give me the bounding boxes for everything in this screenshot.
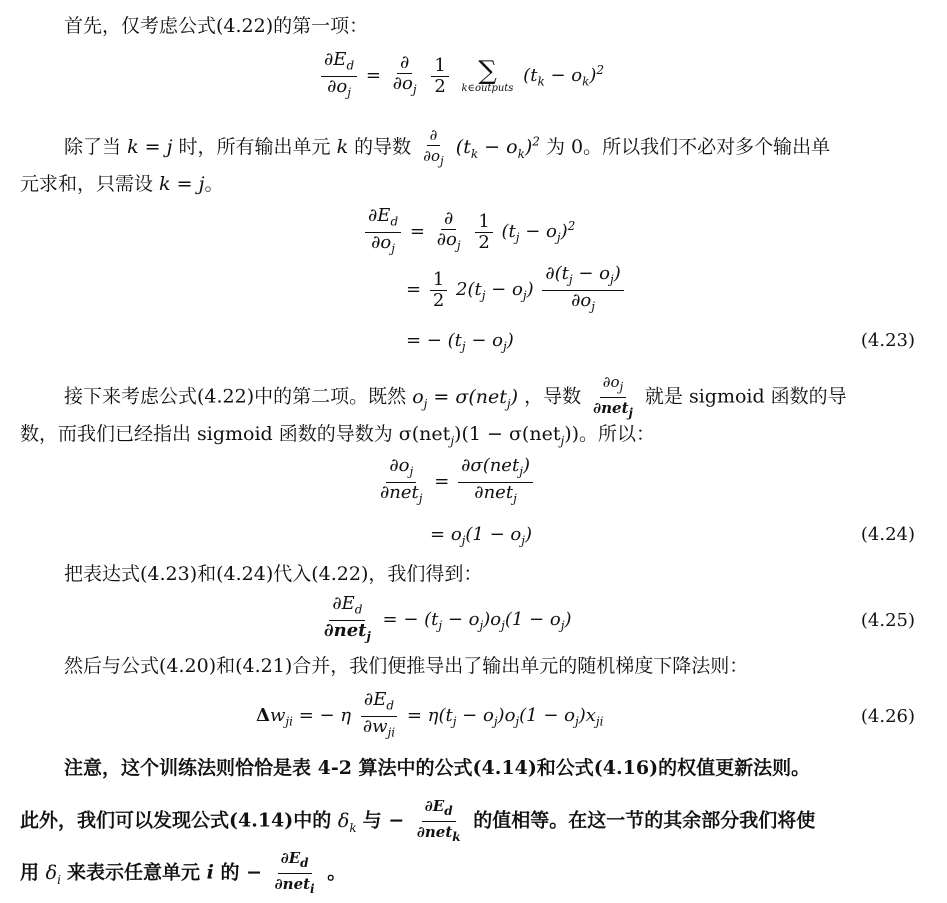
paragraph-set-k-j: 元求和，只需设 k = j。 [20,173,224,195]
paragraph-sigmoid-derivative: 数，而我们已经指出 sigmoid 函数的导数为 σ(net$_j$)(1 − σ(net$_j$))。所以： [20,423,656,448]
equation-4-24-line1: $\frac{\partial o_j}{\partial net_j}$ = $\frac{\partial\sigma(net_j)}{\partial net_j}$ [374,456,536,508]
paragraph-substitute: 把表达式(4.23)和(4.24)代入(4.22)，我们得到： [64,563,483,585]
paragraph-use-delta-i: 用 $\delta_i$ 来表示任意单元 i 的 − $\frac{\partial E_d}{\partial net_i}$ 。 [20,849,347,896]
equation-4-26: $\Delta w_{ji}$ = − η $\frac{\partial E_d}{\partial w_{ji}}$ = $\eta(t_j - o_j)o_j(1 - o_j)x_{ji}$ [256,689,604,740]
equation-first-term: $\frac{\partial E_d}{\partial o_j}$ = $\frac{\partial}{\partial o_j}$ $\frac{1}{2}$ ∑ k∈outputs $(t_k - o_k)^2$ [318,50,604,102]
sum-symbol: ∑ k∈outputs [461,55,514,94]
equation-number-4-25: (4.25) [860,610,915,631]
equation-number-4-26: (4.26) [860,706,915,727]
equation-number-4-24: (4.24) [860,524,915,545]
paragraph-combine: 然后与公式(4.20)和(4.21)合并，我们便推导出了输出单元的随机梯度下降法则： [64,655,749,677]
paragraph-second-term: 接下来考虑公式(4.22)中的第二项。既然 $o_j = \sigma(net_j)$ ，导数 $\frac{\partial o_j}{\partial net_j}$ 就是 sigmoid 函数的导 [64,373,847,420]
equation-4-25: $\frac{\partial E_d}{\partial net_j}$ = − $(t_j - o_j)o_j(1 - o_j)$ [324,593,572,644]
fraction-half: $\frac{1}{2}$ [431,56,448,97]
equation-4-23-line3: = − $(t_j - o_j)$ [406,330,514,354]
paragraph-except-when: 除了当 k = j 时，所有输出单元 k 的导数 $\frac{\partial}{\partial o_j}$ $(t_k - o_k)^2$ 为 0。所以我们不必对多个输出单 [64,125,830,171]
equation-4-23-line1: $\frac{\partial E_d}{\partial o_j}$ = $\frac{\partial}{\partial o_j}$ $\frac{1}{2}$ $(t_j - o_j)^2$ [362,206,575,258]
equation-4-24-line2: = $o_j(1 - o_j)$ [430,524,532,548]
fraction-dEd-doj: $\frac{\partial E_d}{\partial o_j}$ [321,50,357,102]
paragraph-delta-equals: 此外，我们可以发现公式(4.14)中的 $\delta_k$ 与 − $\frac{\partial E_d}{\partial net_k}$ 的值相等。在这一节的其余部分我们将使 [20,797,816,844]
paragraph-note-training-rule: 注意，这个训练法则恰恰是表 4-2 算法中的公式(4.14)和公式(4.16)的权值更新法则。 [64,757,811,779]
paragraph-first-term: 首先，仅考虑公式(4.22)的第一项： [64,15,369,37]
equation-number-4-23: (4.23) [860,330,915,351]
fraction-d-doj: $\frac{\partial}{\partial o_j}$ [392,51,417,97]
fraction-d-doj-inline: $\frac{\partial}{\partial o_j}$ [423,126,444,168]
equation-4-23-line2: = $\frac{1}{2}$ $2(t_j - o_j)$ $\frac{\partial(t_j - o_j)}{\partial o_j}$ [406,264,627,316]
